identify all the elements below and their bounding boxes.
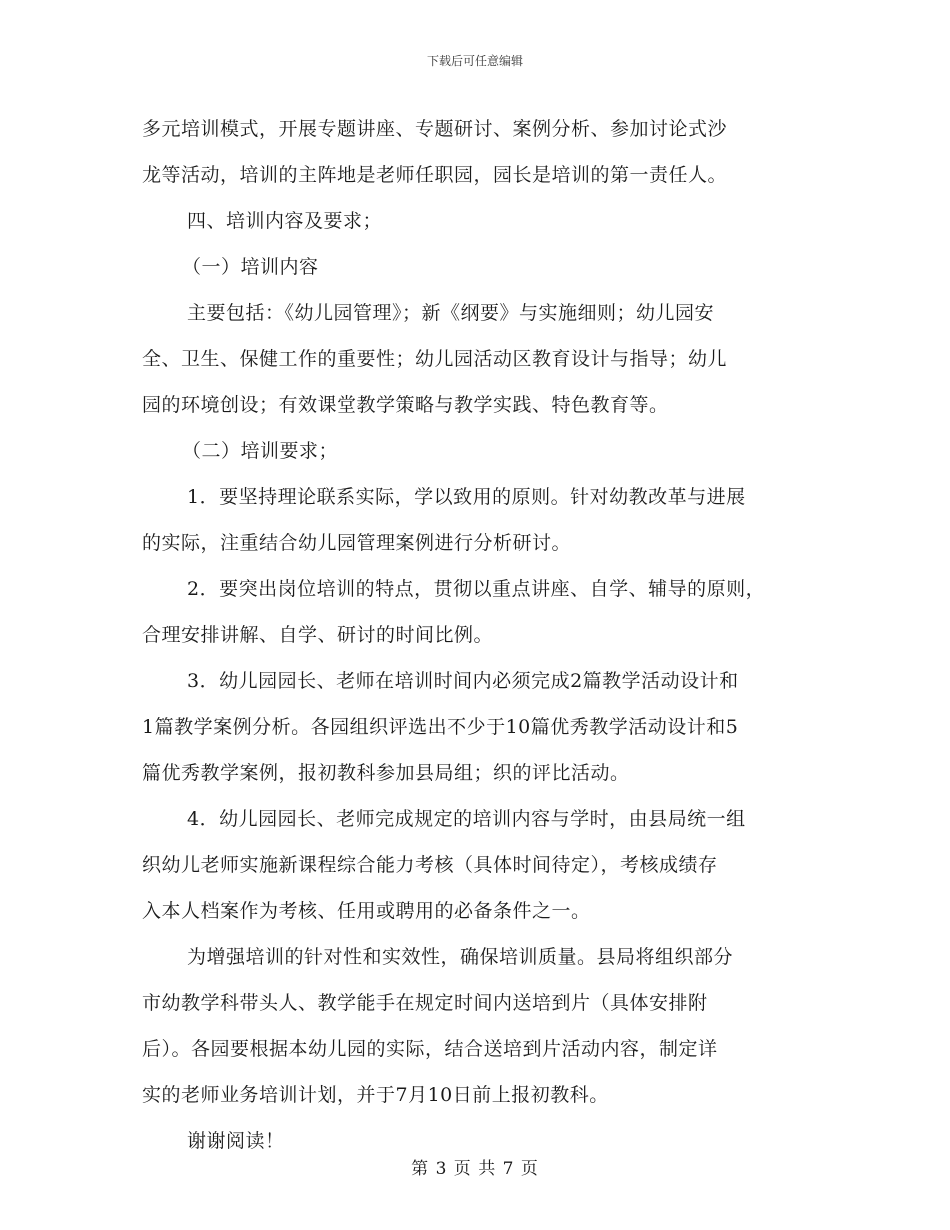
list-item-line: 2．要突出岗位培训的特点，贯彻以重点讲座、自学、辅导的原则，	[187, 578, 766, 600]
paragraph-line: 全、卫生、保健工作的重要性；幼儿园活动区教育设计与指导；幼儿	[142, 348, 728, 370]
paragraph-line: 龙等活动，培训的主阵地是老师任职园，园长是培训的第一责任人。	[142, 164, 728, 186]
subsection-heading: （二）培训要求；	[182, 440, 339, 462]
list-item-line: 合理安排讲解、自学、研讨的时间比例。	[142, 624, 494, 646]
paragraph-line: 多元培训模式，开展专题讲座、专题研讨、案例分析、参加讨论式沙	[142, 118, 728, 140]
subsection-heading: （一）培训内容	[182, 256, 319, 278]
paragraph-line: 市幼教学科带头人、教学能手在规定时间内送培到片（具体安排附	[142, 992, 708, 1014]
section-heading: 四、培训内容及要求；	[187, 210, 383, 232]
paragraph-line: 主要包括：《幼儿园管理》；新《纲要》与实施细则；幼儿园安	[187, 302, 715, 324]
page-header: 下载后可任意编辑	[426, 54, 523, 68]
document-body	[142, 106, 822, 1164]
list-item-line: 1．要坚持理论联系实际，学以致用的原则。针对幼教改革与进展	[187, 486, 746, 508]
closing-line: 谢谢阅读！	[187, 1130, 285, 1152]
paragraph-line: 为增强培训的针对性和实效性，确保培训质量。县局将组织部分	[187, 946, 734, 968]
list-item-line: 1篇教学案例分析。各园组织评选出不少于10篇优秀教学活动设计和5	[142, 716, 739, 738]
page-footer: 第 3 页 共 7 页	[411, 1159, 539, 1179]
paragraph-line: 园的环境创设；有效课堂教学策略与教学实践、特色教育等。	[142, 394, 669, 416]
paragraph-line: 后）。各园要根据本幼儿园的实际，结合送培到片活动内容，制定详	[142, 1038, 718, 1060]
list-item-line: 入本人档案作为考核、任用或聘用的必备条件之一。	[142, 900, 591, 922]
list-item-line: 织幼儿老师实施新课程综合能力考核（具体时间待定），考核成绩存	[142, 854, 718, 876]
list-item-line: 3．幼儿园园长、老师在培训时间内必须完成2篇教学活动设计和	[187, 670, 739, 692]
list-item-line: 4．幼儿园园长、老师完成规定的培训内容与学时，由县局统一组	[187, 808, 746, 830]
list-item-line: 的实际，注重结合幼儿园管理案例进行分析研讨。	[142, 532, 572, 554]
list-item-line: 篇优秀教学案例，报初教科参加县局组；织的评比活动。	[142, 762, 630, 784]
paragraph-line: 实的老师业务培训计划，并于7月10日前上报初教科。	[142, 1084, 609, 1106]
